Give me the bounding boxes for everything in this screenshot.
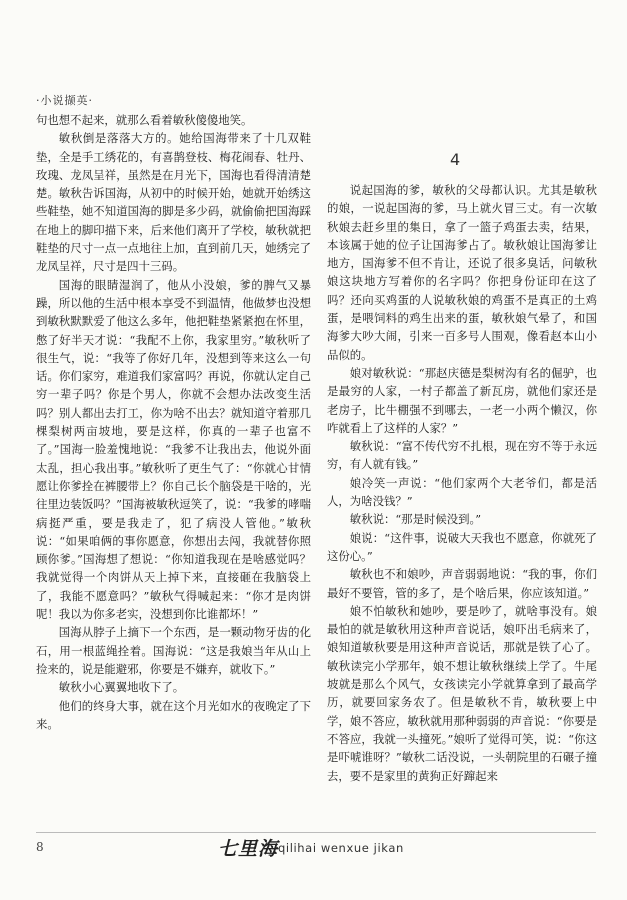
paragraph: 敏秋说：“富不传代穷不扎根，现在穷不等于永远穷，有人就有钱。”: [327, 439, 597, 472]
paragraph: 敏秋也不和娘吵，声音弱弱地说：“我的事，你们最好不要管，管的多了，是个啥后果，你应该知道。”: [327, 567, 597, 600]
magazine-pinyin-title: qilihai wenxue jikan: [278, 841, 404, 855]
left-text-column: [36, 111, 311, 733]
paragraph: 他们的终身大事，就在这个月光如水的夜晚定了下来。: [36, 698, 311, 731]
paragraph: 句也想不起来，就那么看着敏秋傻傻地笑。: [36, 113, 253, 127]
paragraph: 国海从脖子上摘下一个东西，是一颗动物牙齿的化石，用一根蓝绳拴着。国海说：“这是我娘当年从山上捡来的，说是能避邪，你要是不嫌弃，就收下。”: [36, 625, 311, 676]
magazine-logo: 七里海: [218, 838, 279, 860]
paragraph: 娘冷笑一声说：“他们家两个大老爷们，都是活人，为啥没钱？”: [327, 475, 597, 509]
right-text-column: [327, 181, 597, 785]
paragraph: 娘对敏秋说：“那赵庆德是梨树沟有名的倔驴，也是最穷的人家，一村子都盖了新瓦房，就他们家还是老房子，比牛棚强不到哪去，一老一小两个懒汉，你咋就看上了这样的人家？”: [327, 365, 597, 435]
paragraph: 国海的眼睛湿润了，他从小没娘，爹的脾气又暴躁，所以他的生活中根本享受不到温情，他做梦也没想到敏秋默默爱了他这么多年，他把鞋垫紧紧抱在怀里，憋了好半天才说：“我配不上你，我家里穷。”敏秋听了很生气，说：“我等了你好几年，没想到等来这么一句话。你们家穷，难道我们家富吗？再说，你就认定自己穷一辈子吗？你是个男人，你就不会想办法改变生活吗？别人都出去打工，你为啥不出去？就知道守着那几棵梨树两亩坡地，要是这样，你真的一辈子也富不了。”国海一脸羞愧地说：“我爹不让我出去，他说外面太乱，担心我出事。”敏秋听了更生气了：“你就心甘情愿让你爹拴在裤腰带上？你自己长个脑袋是干啥的，光往里边装饭吗？”国海被敏秋逗笑了，说：“我爹的哮喘病挺严重，要是我走了，犯了病没人管他。”敏秋说：“如果咱俩的事你愿意，你想出去闯，我就替你照顾你爹。”国海想了想说：“你知道我现在是啥感觉吗？我就觉得一个肉饼从天上掉下来，直接砸在我脑袋上了，我能不愿意吗？”敏秋气得喊起来：“你才是肉饼呢！我以为你多老实，没想到你比谁都坏！”: [36, 277, 311, 622]
chapter-number: 4: [450, 150, 461, 169]
paragraph: 说起国海的爹，敏秋的父母都认识。尤其是敏秋的娘，一说起国海的爹，马上就火冒三丈。有一次敏秋娘去赶乡里的集日，拿了一篮子鸡蛋去卖，结果，本该属于她的位子让国海爹占了。敏秋娘让国海爹让地方，国海爹不但不肯让，还说了很多臭话，问敏秋娘这块地方写着你的名字吗？你把身份证印在这了吗？还向买鸡蛋的人说敏秋娘的鸡蛋不是真正的土鸡蛋，是喂饲料的鸡生出来的蛋，敏秋娘气晕了，和国海爹大吵大闹，引来一百多号人围观，像看赵本山小品似的。: [327, 183, 597, 362]
paragraph: 敏秋小心翼翼地收下了。: [58, 680, 185, 695]
paragraph: 娘不怕敏秋和她吵，要是吵了，就啥事没有。娘最怕的就是敏秋用这种声音说话，娘吓出毛病来了，娘知道敏秋要是用这种声音说话，那就是铁了心了。敏秋读完小学那年，娘不想让敏秋继续上学了。牛尾坡就是那么个风气，女孩读完小学就算拿到了最高学历，就要回家务农了。但是敏秋不肯，敏秋要上中学，娘不答应，敏秋就用那种弱弱的声音说：“你要是不答应，我就一头撞死。”娘听了觉得可笑，说：“你这是吓唬谁呀？”敏秋二话没说，一头朝院里的石碾子撞去，要不是家里的黄狗正好蹿起来: [327, 603, 597, 783]
page-number: 8: [36, 840, 44, 854]
section-label: ·小说撷英·: [36, 94, 93, 107]
footer-divider: [36, 832, 596, 833]
paragraph: 敏秋说：“那是时候没到。”: [349, 512, 482, 527]
paragraph: 娘说：“这件事，说破大天我也不愿意，你就死了这份心。”: [327, 530, 597, 563]
paragraph: 敏秋倒是落落大方的。她给国海带来了十几双鞋垫，全是手工绣花的，有喜鹊登枝、梅花闹春、牡丹、玫瑰、龙凤呈祥，虽然是在月光下，国海也看得清清楚楚。敏秋告诉国海，从初中的时候开始，她就开始绣这些鞋垫，她不知道国海的脚是多少码，就偷偷把国海踩在地上的脚印描下来，后来他们离开了学校，敏秋就把鞋垫的尺寸一点一点地往上加，直到前几天，她绣完了龙凤呈祥，尺寸是四十三码。: [36, 131, 311, 274]
